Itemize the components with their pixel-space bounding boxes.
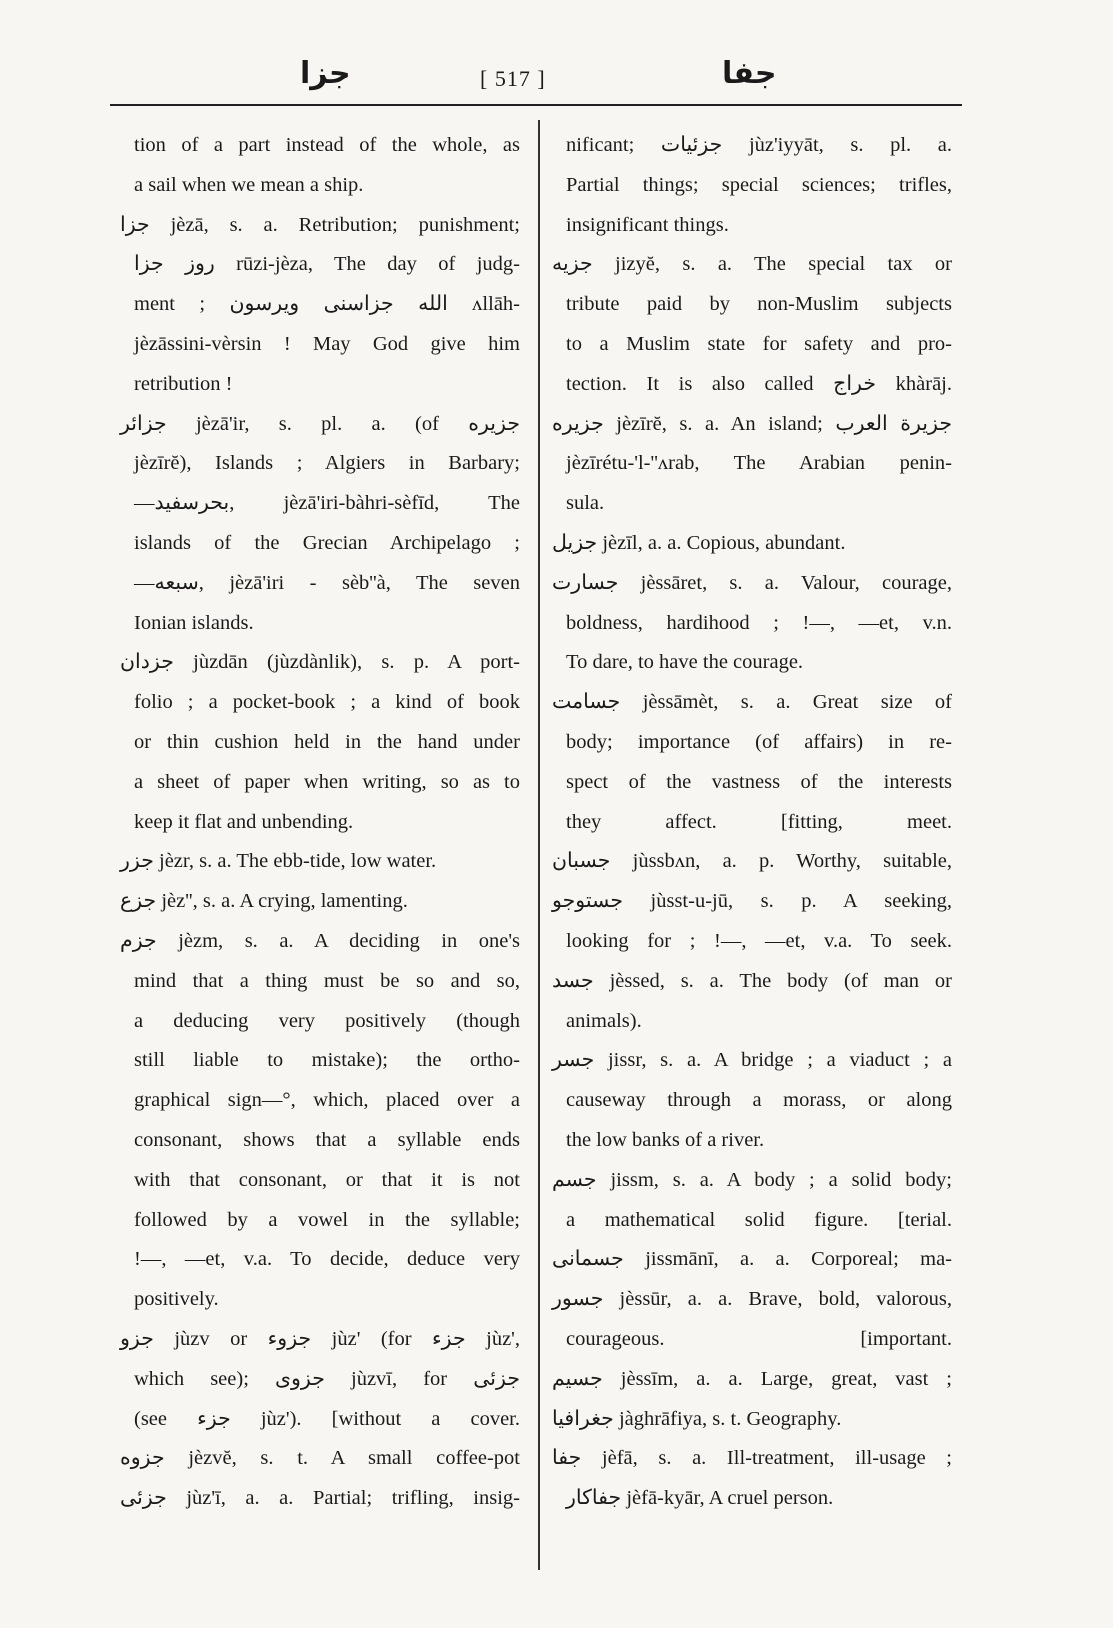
entry-line: a mathematical solid figure. [terial. xyxy=(566,1208,952,1231)
entry-line: tection. It is also called خراج khàrāj. xyxy=(566,372,952,395)
entry-line: jèzāssini-vèrsin ! May God give him xyxy=(134,332,520,355)
entry-line: جزو jùzv or جزوء jùz' (for جزء jùz', xyxy=(120,1327,520,1350)
entry-line: the low banks of a river. xyxy=(566,1128,765,1151)
entry-line: جسور jèssūr, a. a. Brave, bold, valorous, xyxy=(552,1288,952,1311)
entry-line: جزوه jèzvĕ, s. t. A small coffee-pot xyxy=(120,1447,520,1470)
entry-line: with that consonant, or that it is not xyxy=(134,1168,520,1191)
entry-line: followed by a vowel in the syllable; xyxy=(134,1208,520,1231)
entry-line: looking for ; !—, —et, v.a. To seek. xyxy=(566,929,952,952)
entry-line: روز جزا rūzi-jèza, The day of judg- xyxy=(134,253,520,276)
entry-line: جزم jèzm, s. a. A deciding in one's xyxy=(120,929,520,952)
entry-line: consonant, shows that a syllable ends xyxy=(134,1128,520,1151)
entry-line: jèzīrĕ), Islands ; Algiers in Barbary; xyxy=(134,452,520,475)
entry-line: جزع jèz'', s. a. A crying, lamenting. xyxy=(120,890,408,913)
page-number: [ 517 ] xyxy=(480,66,546,91)
entry-line: tribute paid by non-Muslim subjects xyxy=(566,293,952,316)
entry-line: جسیم jèssīm, a. a. Large, great, vast ; xyxy=(552,1367,952,1390)
entry-line: جفا jèfā, s. a. Ill-treatment, ill-usage ; xyxy=(552,1447,952,1470)
entry-line: —سبعه, jèzā'iri - sèb''à, The seven xyxy=(134,571,520,594)
entry-line: causeway through a morass, or along xyxy=(566,1089,952,1112)
entry-line: جزا jèzā, s. a. Retribution; punishment; xyxy=(120,213,520,236)
entry-line: a sheet of paper when writing, so as to xyxy=(134,770,520,793)
right-column xyxy=(552,126,952,1519)
entry-line: folio ; a pocket-book ; a kind of book xyxy=(134,691,520,714)
header-right-catchword: جفا xyxy=(722,56,777,91)
entry-line: جزائر jèzā'ir, s. pl. a. (of جزیره xyxy=(120,412,520,435)
entry-line: nificant; جزئیات jùz'iyyāt, s. pl. a. xyxy=(566,134,952,156)
entry-line: boldness, hardihood ; !—, —et, v.n. xyxy=(566,611,952,634)
entry-line: جسارت jèssāret, s. a. Valour, courage, xyxy=(552,571,952,594)
entry-line: islands of the Grecian Archipelago ; xyxy=(134,531,520,554)
entry-line: ment ; الله جزاسنی ویرسون ʌllāh- xyxy=(134,293,520,316)
entry-line: جزیه jizyĕ, s. a. The special tax or xyxy=(552,253,952,276)
entry-line: To dare, to have the courage. xyxy=(566,651,804,674)
entry-line: جزدان jùzdān (jùzdànlik), s. p. A port- xyxy=(120,651,520,674)
entry-line: keep it flat and unbending. xyxy=(134,810,354,833)
entry-line: body; importance (of affairs) in re- xyxy=(566,730,952,753)
entry-line: which see); جزوی jùzvī, for جزئی xyxy=(134,1367,520,1390)
entry-line: animals). xyxy=(566,1009,642,1032)
header-left-catchword: جزا xyxy=(300,56,351,91)
entry-line: sula. xyxy=(566,492,605,515)
column-divider xyxy=(538,120,540,1570)
left-column xyxy=(120,126,520,1519)
entry-line: —بحرسفید, jèzā'iri-bàhri-sèfīd, The xyxy=(134,492,520,515)
entry-line: spect of the vastness of the interests xyxy=(566,770,952,793)
entry-line: جسبان jùssbʌn, a. p. Worthy, suitable, xyxy=(552,850,952,873)
entry-line: retribution ! xyxy=(134,372,233,395)
entry-line: جسم jissm, s. a. A body ; a solid body; xyxy=(552,1168,952,1191)
entry-line: a deducing very positively (though xyxy=(134,1009,520,1032)
entry-line: جسر jissr, s. a. A bridge ; a viaduct ; a xyxy=(552,1049,952,1072)
entry-line: Ionian islands. xyxy=(134,611,254,634)
entry-line: جسمانی jissmānī, a. a. Corporeal; ma- xyxy=(552,1248,952,1271)
entry-line: courageous. [important. xyxy=(566,1327,952,1350)
entry-line: جسد jèssed, s. a. The body (of man or xyxy=(552,969,952,992)
entry-line: !—, —et, v.a. To decide, deduce very xyxy=(134,1248,520,1271)
entry-line: still liable to mistake); the ortho- xyxy=(134,1049,520,1072)
entry-line: positively. xyxy=(134,1288,219,1311)
entry-line: جزئی jùz'ī, a. a. Partial; trifling, insig- xyxy=(120,1487,520,1510)
entry-line: they affect. [fitting, meet. xyxy=(566,810,952,833)
header-rule xyxy=(110,104,962,106)
entry-line: Partial things; special sciences; trifles, xyxy=(566,173,952,196)
entry-line: mind that a thing must be so and so, xyxy=(134,969,520,992)
page-header xyxy=(110,52,960,106)
entry-line: a sail when we mean a ship. xyxy=(134,173,364,196)
entry-line: to a Muslim state for safety and pro- xyxy=(566,332,952,355)
entry-line: جفاکار jèfā-kyār, A cruel person. xyxy=(566,1487,834,1510)
entry-line: tion of a part instead of the whole, as xyxy=(134,134,520,156)
entry-line: graphical sign—°, which, placed over a xyxy=(134,1089,520,1112)
entry-line: جسامت jèssāmèt, s. a. Great size of xyxy=(552,691,952,714)
entry-line: جزر jèzr, s. a. The ebb-tide, low water. xyxy=(120,850,437,873)
entry-line: jèzīrétu-'l-''ʌrab, The Arabian penin- xyxy=(566,452,952,475)
entry-line: (see جزء jùz'). [without a cover. xyxy=(134,1407,520,1430)
entry-line: or thin cushion held in the hand under xyxy=(134,730,520,753)
entry-line: جستوجو jùsst-u-jū, s. p. A seeking, xyxy=(552,890,952,913)
entry-line: جزیل jèzīl, a. a. Copious, abundant. xyxy=(552,531,846,554)
entry-line: insignificant things. xyxy=(566,213,729,236)
entry-line: جغرافیا jàghrāfiya, s. t. Geography. xyxy=(552,1407,842,1430)
entry-line: جزیره jèzīrĕ, s. a. An island; جزیرة العرب xyxy=(552,412,952,435)
